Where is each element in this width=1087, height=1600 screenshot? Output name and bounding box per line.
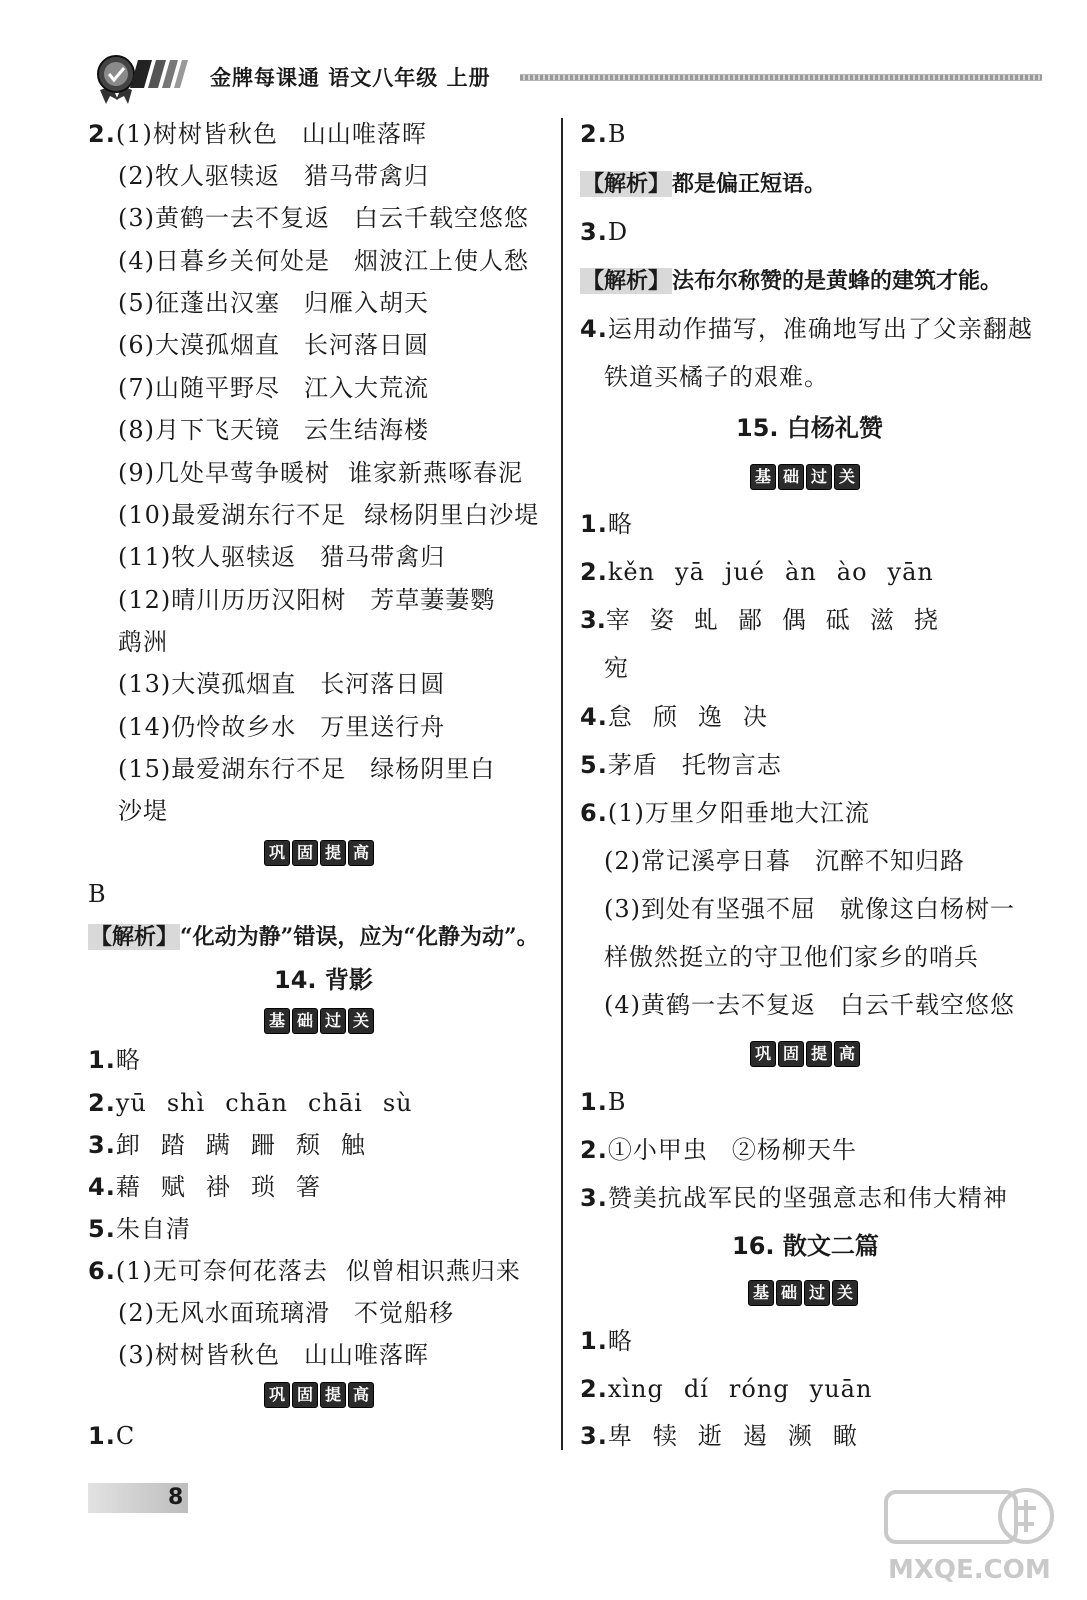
answer-line: (3)黄鹤一去不复返 白云千载空悠悠	[118, 204, 529, 232]
analysis-note: 【解析】“化动为静”错误，应为“化静为动”。	[90, 924, 539, 950]
answer-line: 2.kěn yā jué àn ào yān	[580, 558, 934, 586]
lesson-title: 15. 白杨礼赞	[736, 414, 883, 442]
answer-line: 3.D	[580, 218, 629, 246]
book-title: 金牌每课通 语文八年级 上册	[210, 66, 491, 90]
answer-line: 2.(1)树树皆秋色 山山唯落晖	[88, 120, 427, 148]
answer-line: 2.B	[580, 120, 627, 148]
answer-line: 宛	[604, 654, 629, 682]
answer-line: (2)常记溪亭日暮 沉醉不知归路	[604, 847, 965, 875]
answer-line: 样傲然挺立的守卫他们家乡的哨兵	[604, 943, 979, 971]
answer-line: (13)大漠孤烟直 长河落日圆	[118, 670, 446, 698]
answer-line: (6)大漠孤烟直 长河落日圆	[118, 331, 429, 359]
answer-line: 鹉洲	[118, 628, 168, 656]
answer-line: 沙堤	[118, 797, 168, 825]
answer-line: B	[88, 880, 107, 908]
answer-line: 6.(1)万里夕阳垂地大江流	[580, 799, 870, 827]
answer-line: (7)山随平野尽 江入大荒流	[118, 374, 429, 402]
answer-line: (8)月下飞天镜 云生结海楼	[118, 416, 429, 444]
header-rule	[520, 74, 1042, 81]
lesson-title: 14. 背影	[274, 966, 373, 994]
answer-line: 4.藉 赋 褂 琐 箸	[88, 1173, 321, 1201]
answer-line: (5)征蓬出汉塞 归雁入胡天	[118, 289, 429, 317]
answer-line: 铁道买橘子的艰难。	[604, 363, 829, 391]
answer-line: 1.略	[580, 1327, 633, 1355]
watermark-logo-icon	[880, 1478, 1060, 1588]
section-badge-basic: 基 础 过 关	[748, 1280, 858, 1306]
answer-line: 4.运用动作描写，准确地写出了父亲翻越	[580, 315, 1033, 343]
answer-line: 1.B	[580, 1088, 627, 1116]
answer-line: (11)牧人驱犊返 猎马带禽归	[118, 543, 446, 571]
answer-line: (9)几处早莺争暖树 谁家新燕啄春泥	[118, 459, 523, 487]
answer-line: (15)最爱湖东行不足 绿杨阴里白	[118, 755, 496, 783]
answer-line: (3)到处有坚强不屈 就像这白杨树一	[604, 895, 1015, 923]
answer-line: 3.宰 姿 虬 鄙 偶 砥 滋 挠	[580, 606, 938, 634]
answer-line: 1.C	[88, 1422, 136, 1450]
answer-line: 3.赞美抗战军民的坚强意志和伟大精神	[580, 1184, 1008, 1212]
answer-line: (2)无风水面琉璃滑 不觉船移	[118, 1299, 454, 1327]
answer-line: (10)最爱湖东行不足 绿杨阴里白沙堤	[118, 501, 540, 529]
answer-line: (3)树树皆秋色 山山唯落晖	[118, 1341, 429, 1369]
answer-line: 1.略	[88, 1046, 141, 1074]
column-divider	[561, 118, 563, 1450]
section-badge-consolidate: 巩 固 提 高	[750, 1041, 860, 1067]
answer-line: 4.怠 颀 逸 决	[580, 703, 768, 731]
answer-line: (12)晴川历历汉阳树 芳草萋萋鹦	[118, 586, 496, 614]
answer-line: 3.卸 踏 蹒 跚 颓 触	[88, 1131, 366, 1159]
answer-line: 1.略	[580, 510, 633, 538]
answer-line: 2.yū shì chān chāi sù	[88, 1089, 413, 1117]
answer-line: (4)黄鹤一去不复返 白云千载空悠悠	[604, 991, 1015, 1019]
answer-line: (14)仍怜故乡水 万里送行舟	[118, 713, 446, 741]
page-number: 8	[168, 1485, 184, 1510]
answer-line: 2.xìng dí róng yuān	[580, 1375, 873, 1403]
svg-text:MXQE.COM: MXQE.COM	[888, 1555, 1051, 1585]
section-badge-consolidate: 巩 固 提 高	[264, 840, 374, 866]
medal-logo-icon	[92, 52, 202, 104]
answer-line: (2)牧人驱犊返 猎马带禽归	[118, 162, 429, 190]
answer-line: (4)日暮乡关何处是 烟波江上使人愁	[118, 247, 529, 275]
answer-line: 3.卑 犊 逝 遏 濒 瞰	[580, 1422, 858, 1450]
section-badge-consolidate: 巩 固 提 高	[264, 1382, 374, 1408]
analysis-note: 【解析】都是偏正短语。	[582, 171, 827, 197]
page-header	[0, 0, 1087, 110]
answer-line: 5.朱自清	[88, 1215, 191, 1243]
section-badge-basic: 基 础 过 关	[264, 1008, 374, 1034]
section-badge-basic: 基 础 过 关	[750, 464, 860, 490]
answer-line: 6.(1)无可奈何花落去 似曾相识燕归来	[88, 1257, 521, 1285]
answer-line: 2.①小甲虫 ②杨柳天牛	[580, 1136, 857, 1164]
answer-line: 5.茅盾 托物言志	[580, 751, 782, 779]
lesson-title: 16. 散文二篇	[732, 1232, 879, 1260]
analysis-note: 【解析】法布尔称赞的是黄蜂的建筑才能。	[582, 268, 1003, 294]
